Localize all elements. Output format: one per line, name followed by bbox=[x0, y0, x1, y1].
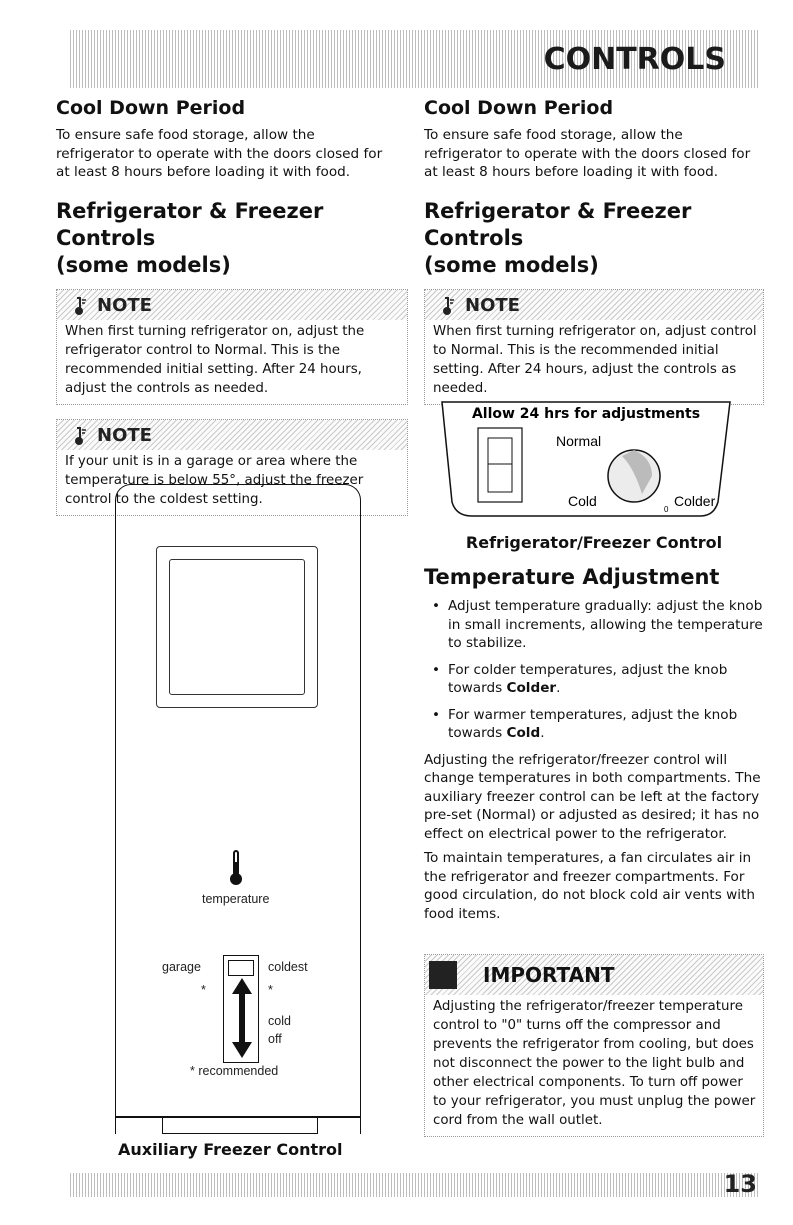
allow-label: Allow 24 hrs for adjustments bbox=[471, 406, 701, 422]
note-header bbox=[57, 290, 407, 320]
list-item: • For colder temperatures, adjust the knob towards Colder. bbox=[424, 661, 766, 698]
left-column bbox=[56, 96, 426, 516]
controls-heading-line2: (some models) bbox=[56, 252, 231, 277]
fan-paragraph: To maintain temperatures, a fan circulates air in the refrigerator and freezer compartments. For good circulation, do not block cold air vents with food items. bbox=[424, 850, 756, 922]
star-right: * bbox=[268, 983, 273, 997]
thermometer-icon bbox=[71, 296, 89, 316]
freezer-slider[interactable] bbox=[223, 955, 259, 1063]
footer-band bbox=[70, 1173, 760, 1197]
important-text: Adjusting the refrigerator/freezer temperature control to "0" turns off the compressor and prevents the refrigerator from cooling, but does not disconnect the power to the light bulb and other electrical components. To turn off power to your refrigerator, you must unplug the power cord from the wall outlet. bbox=[433, 999, 756, 1128]
note-label: NOTE bbox=[465, 294, 520, 316]
temperature-label: temperature bbox=[202, 892, 270, 906]
adjustment-paragraph: Adjusting the refrigerator/freezer control will change temperatures in both compartments. The auxiliary freezer control can be left at the factory pre-set (Normal) or adjusted as desired; it has no effect on electrical power to the refrigerator. bbox=[424, 751, 761, 842]
slider-coldest-slot bbox=[228, 960, 254, 976]
cool-down-heading-right: Cool Down Period bbox=[424, 97, 614, 119]
refrigerator-control-diagram bbox=[438, 398, 734, 522]
garage-label: garage bbox=[162, 960, 201, 974]
cold-label: cold bbox=[268, 1014, 291, 1028]
adjustment-list bbox=[424, 597, 766, 743]
note-header bbox=[425, 290, 763, 320]
controls-heading-line1: Refrigerator & Freezer Controls bbox=[424, 198, 692, 250]
controls-heading-line2: (some models) bbox=[424, 252, 599, 277]
light-cover bbox=[156, 546, 318, 708]
coldest-label: coldest bbox=[268, 960, 308, 974]
page-title: CONTROLS bbox=[543, 42, 726, 77]
note-box-right bbox=[424, 289, 764, 405]
important-header bbox=[425, 955, 763, 995]
important-label: IMPORTANT bbox=[483, 963, 615, 987]
note-box-1 bbox=[56, 289, 408, 405]
note-header bbox=[57, 420, 407, 450]
thermometer-icon bbox=[439, 296, 457, 316]
zero-label: 0 bbox=[664, 505, 669, 514]
cool-down-text-right: To ensure safe food storage, allow the refrigerator to operate with the doors closed for at least 8 hours before loading it with food. bbox=[424, 127, 751, 180]
colder-label: Colder bbox=[674, 493, 716, 509]
thermometer-icon bbox=[71, 426, 89, 446]
controls-heading-right bbox=[424, 198, 764, 279]
right-column bbox=[424, 96, 764, 405]
recommended-label: * recommended bbox=[190, 1064, 279, 1078]
header-band bbox=[70, 30, 760, 88]
light-cover-inner bbox=[169, 559, 305, 695]
up-down-arrow-icon bbox=[230, 978, 254, 1058]
cold-label: Cold bbox=[568, 493, 597, 509]
star-left: * bbox=[201, 983, 206, 997]
note-text-2: If your unit is in a garage or area where the temperature is below 55°, adjust the freezer control to the coldest setting. bbox=[65, 453, 364, 507]
controls-heading-left bbox=[56, 198, 426, 279]
temperature-adjustment-section bbox=[424, 564, 766, 929]
refrigerator-freezer-caption: Refrigerator/Freezer Control bbox=[465, 533, 723, 552]
auxiliary-freezer-caption: Auxiliary Freezer Control bbox=[118, 1140, 343, 1159]
page-number: 13 bbox=[723, 1170, 757, 1198]
note-label: NOTE bbox=[97, 294, 152, 316]
temperature-adjustment-heading: Temperature Adjustment bbox=[424, 565, 720, 589]
important-box bbox=[424, 954, 764, 1137]
thermometer-icon bbox=[229, 850, 243, 886]
hand-icon bbox=[429, 961, 457, 989]
cool-down-text-left: To ensure safe food storage, allow the refrigerator to operate with the doors closed for at least 8 hours before loading it with food. bbox=[56, 127, 383, 180]
note-text-right: When first turning refrigerator on, adjust control to Normal. This is the recommended initial setting. After 24 hours, adjust the controls as needed. bbox=[433, 323, 757, 396]
list-item: • For warmer temperatures, adjust the knob towards Cold. bbox=[424, 706, 766, 743]
note-text-1: When first turning refrigerator on, adjust the refrigerator control to Normal. This is the recommended initial setting. After 24 hours, adjust the controls as needed. bbox=[65, 323, 365, 396]
controls-heading-line1: Refrigerator & Freezer Controls bbox=[56, 198, 324, 250]
list-item: • Adjust temperature gradually: adjust the knob in small increments, allowing the temperature to stabilize. bbox=[424, 597, 766, 653]
normal-label: Normal bbox=[556, 433, 602, 449]
off-label: off bbox=[268, 1032, 282, 1046]
note-label: NOTE bbox=[97, 424, 152, 446]
cool-down-heading-left: Cool Down Period bbox=[56, 97, 246, 119]
panel-tab bbox=[162, 1116, 318, 1134]
